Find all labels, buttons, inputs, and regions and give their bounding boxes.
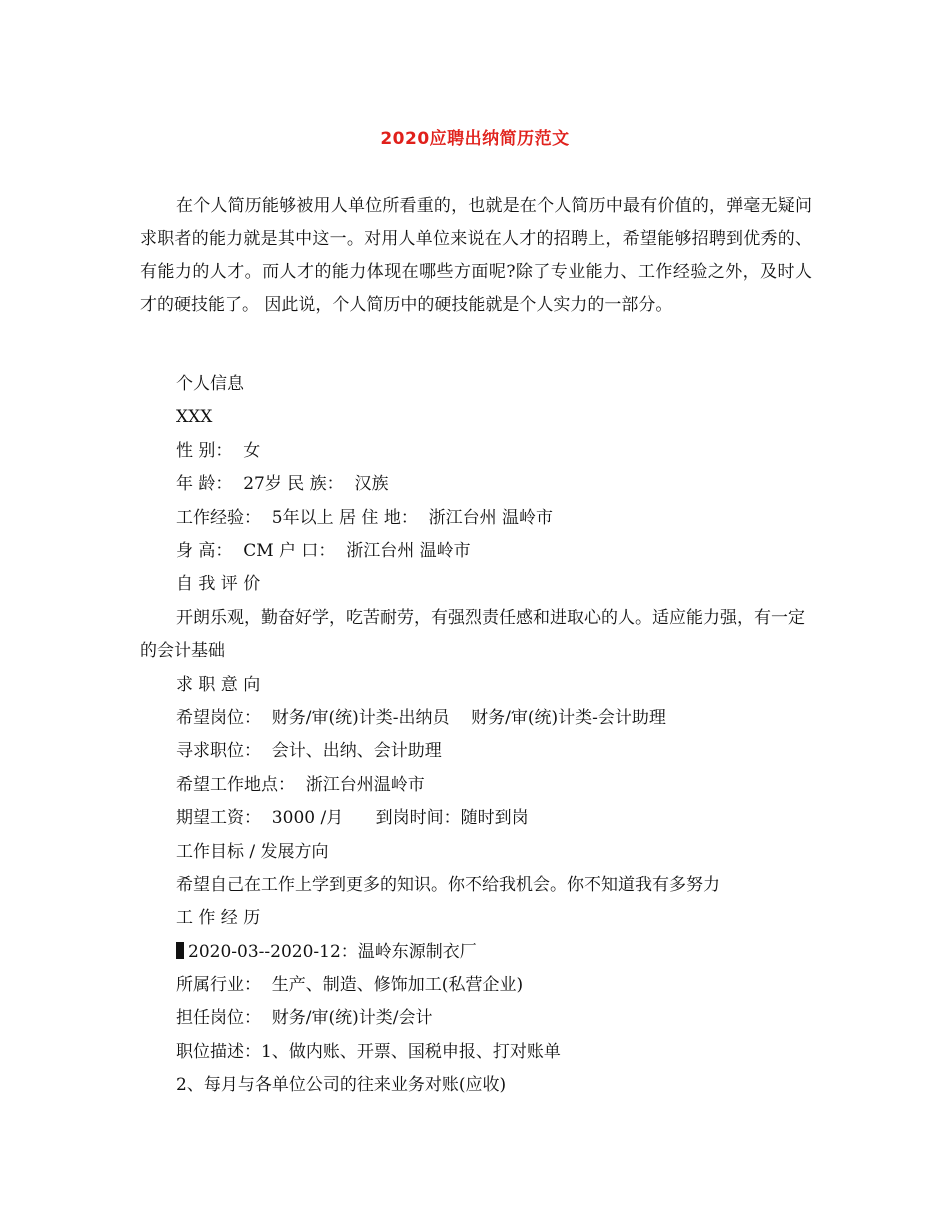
salary-start-line: 期望工资： 3000 /月 到岗时间：随时到岗 [176, 808, 529, 829]
resume-body [140, 368, 820, 1103]
self-eval-heading: 自 我 评 价 [176, 574, 261, 595]
duty-1-line: 职位描述：1、做内账、开票、国税申报、打对账单 [176, 1041, 561, 1062]
job-position-line: 担任岗位： 财务/审(统)计类/会计 [176, 1008, 433, 1029]
bullet-icon [176, 942, 184, 959]
desired-location-line: 希望工作地点： 浙江台州温岭市 [176, 774, 425, 795]
intro-paragraph: 在个人简历能够被用人单位所看重的，也就是在个人简历中最有价值的，弹毫无疑问求职者的能力就是其中这一。对用人单位来说在人才的招聘上，希望能够招聘到优秀的、有能力的人才。而人才的能力体现在哪些方面呢?除了专业能力、工作经验之外，及时人才的硬技能了。 因此说，个人简历中的硬技能就是个人实力的一部分。 [140, 196, 812, 315]
seeking-position-line: 寻求职位： 会计、出纳、会计助理 [176, 741, 442, 762]
job-period-text: 2020-03--2020-12：温岭东源制衣厂 [188, 941, 477, 962]
job-period-line [140, 936, 820, 969]
age-ethnicity-line: 年 龄： 27岁 民 族： 汉族 [176, 474, 389, 495]
personal-info-heading: 个人信息 [176, 374, 244, 394]
job-intent-heading: 求 职 意 向 [176, 674, 261, 695]
self-eval-text: 开朗乐观，勤奋好学，吃苦耐劳，有强烈责任感和进取心的人。适应能力强，有一定的会计基础 [140, 607, 805, 662]
duty-2-line: 2、每月与各单位公司的往来业务对账(应收) [176, 1075, 507, 1096]
industry-line: 所属行业： 生产、制造、修饰加工(私营企业) [176, 975, 524, 996]
desired-position-line: 希望岗位： 财务/审(统)计类-出纳员 财务/审(统)计类-会计助理 [176, 707, 666, 728]
document-title: 2020应聘出纳简历范文 [380, 129, 570, 149]
experience-residence-line: 工作经验： 5年以上 居 住 地： 浙江台州 温岭市 [176, 507, 554, 528]
height-hukou-line: 身 高： CM 户 口： 浙江台州 温岭市 [176, 540, 471, 561]
gender-line: 性 别： 女 [176, 440, 261, 461]
goal-heading: 工作目标 / 发展方向 [176, 841, 329, 862]
goal-text: 希望自己在工作上学到更多的知识。你不给我机会。你不知道我有多努力 [176, 874, 720, 895]
name-line: XXX [176, 407, 213, 428]
work-history-heading: 工 作 经 历 [176, 908, 261, 929]
